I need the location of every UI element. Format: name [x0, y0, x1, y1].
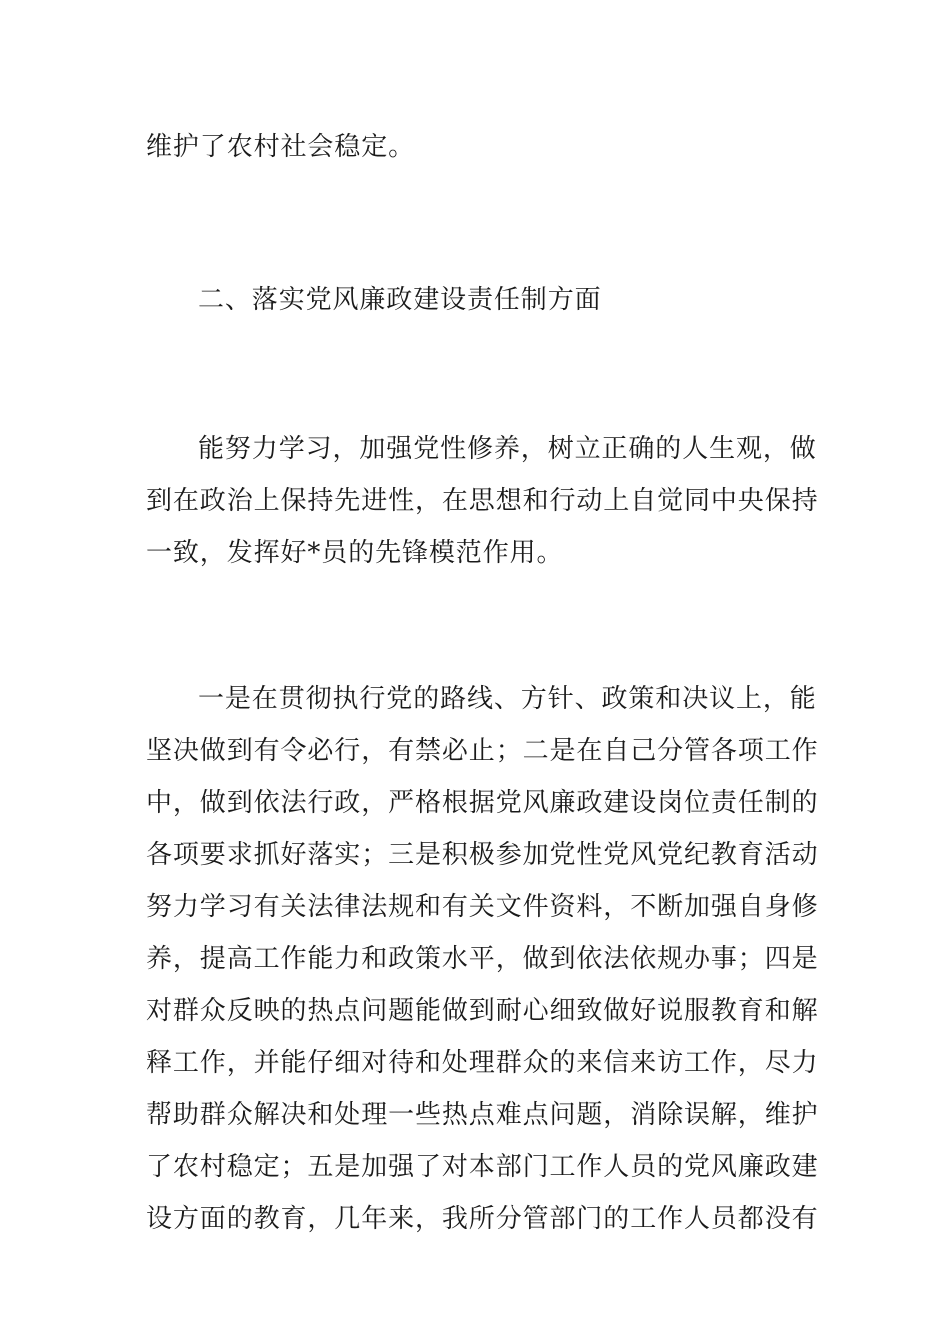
paragraph-line: 坚决做到有令必行，有禁必止；二是在自己分管各项工作 — [146, 736, 819, 766]
section-heading: 二、落实党风廉政建设责任制方面 — [198, 285, 602, 315]
paragraph-line: 一是在贯彻执行党的路线、方针、政策和决议上，能 — [198, 684, 817, 714]
paragraph-line: 努力学习有关法律法规和有关文件资料，不断加强自身修 — [146, 892, 819, 922]
paragraph-line: 帮助群众解决和处理一些热点难点问题，消除误解，维护 — [146, 1100, 819, 1130]
paragraph-line: 养，提高工作能力和政策水平，做到依法依规办事；四是 — [146, 944, 819, 974]
continuation-text: 维护了农村社会稳定。 — [146, 132, 416, 162]
paragraph-line: 能努力学习，加强党性修养，树立正确的人生观，做 — [198, 434, 817, 464]
paragraph-line: 释工作，并能仔细对待和处理群众的来信来访工作，尽力 — [146, 1048, 819, 1078]
paragraph-line: 一致，发挥好*员的先锋模范作用。 — [146, 538, 564, 568]
paragraph-line: 各项要求抓好落实；三是积极参加党性党风党纪教育活动 — [146, 840, 819, 870]
paragraph-line: 到在政治上保持先进性，在思想和行动上自觉同中央保持 — [146, 486, 819, 516]
paragraph-line: 对群众反映的热点问题能做到耐心细致做好说服教育和解 — [146, 996, 819, 1026]
paragraph-line: 了农村稳定；五是加强了对本部门工作人员的党风廉政建 — [146, 1152, 819, 1182]
paragraph-line: 中，做到依法行政，严格根据党风廉政建设岗位责任制的 — [146, 788, 819, 818]
paragraph-line: 设方面的教育，几年来，我所分管部门的工作人员都没有 — [146, 1204, 819, 1234]
